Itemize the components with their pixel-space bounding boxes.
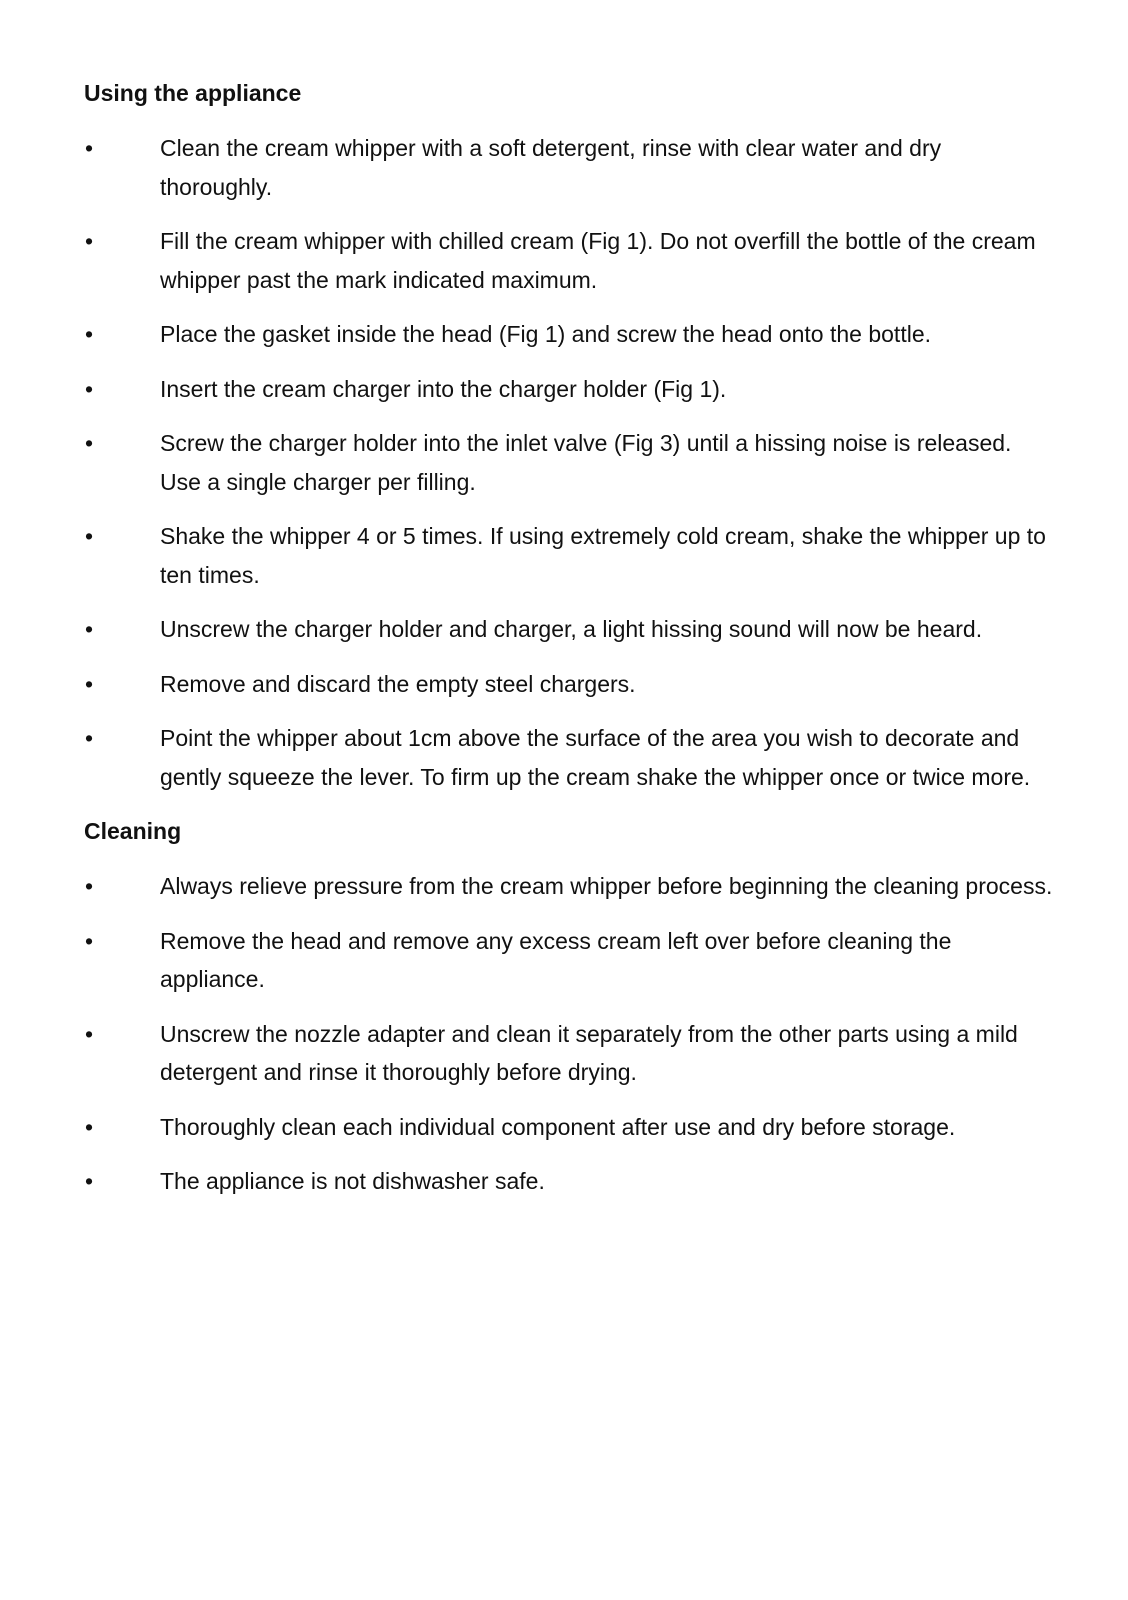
instruction-list-using [84, 129, 1054, 796]
list-item-text: Clean the cream whipper with a soft detergent, rinse with clear water and dry thoroughly. [160, 135, 942, 200]
list-item-text: Shake the whipper 4 or 5 times. If using extremely cold cream, shake the whipper up to ten times. [160, 523, 1046, 588]
bullet-icon: • [85, 430, 94, 456]
bullet-icon: • [85, 1020, 94, 1047]
list-item-text: Screw the charger holder into the inlet valve (Fig 3) until a hissing noise is released. Use a single charger per filling. [160, 430, 1012, 495]
list-item-text: Unscrew the nozzle adapter and clean it separately from the other parts using a mild detergent and rinse it thoroughly before drying. [160, 1020, 1018, 1085]
list-item [84, 222, 1054, 299]
list-item [84, 1162, 1054, 1201]
bullet-icon: • [85, 927, 94, 954]
list-item-text: Always relieve pressure from the cream whipper before beginning the cleaning process. [160, 873, 1053, 899]
bullet-icon: • [85, 670, 94, 697]
list-item [84, 719, 1054, 796]
list-item-text: Fill the cream whipper with chilled cream (Fig 1). Do not overfill the bottle of the cream whipper past the mark indicated maximum. [160, 228, 1036, 293]
bullet-icon: • [85, 616, 94, 642]
section-heading-using: Using the appliance [84, 80, 302, 106]
list-item [84, 315, 1054, 354]
list-item-text: Insert the cream charger into the charger holder (Fig 1). [160, 375, 727, 402]
list-item-text: The appliance is not dishwasher safe. [160, 1168, 545, 1194]
bullet-icon: • [85, 523, 94, 549]
bullet-icon: • [85, 321, 94, 347]
instruction-list-cleaning [84, 867, 1054, 1201]
bullet-icon: • [85, 1168, 94, 1194]
section-heading-cleaning: Cleaning [84, 818, 182, 844]
list-item [84, 370, 1054, 409]
list-item-text: Thoroughly clean each individual component after use and dry before storage. [160, 1113, 956, 1140]
list-item [84, 1108, 1054, 1147]
list-item-text: Remove and discard the empty steel chargers. [160, 670, 636, 697]
bullet-icon: • [85, 1113, 94, 1140]
document-page [84, 74, 1054, 1217]
bullet-icon: • [85, 228, 94, 254]
list-item [84, 1015, 1054, 1092]
bullet-icon: • [85, 375, 94, 402]
list-item [84, 922, 1054, 999]
list-item [84, 610, 1054, 649]
list-item-text: Point the whipper about 1cm above the surface of the area you wish to decorate and gently squeeze the lever. To firm up the cream shake the whipper once or twice more. [160, 725, 1031, 790]
list-item [84, 424, 1054, 501]
list-item-text: Unscrew the charger holder and charger, a light hissing sound will now be heard. [160, 616, 983, 642]
list-item [84, 867, 1054, 906]
bullet-icon: • [85, 725, 94, 751]
list-item [84, 517, 1054, 594]
list-item-text: Remove the head and remove any excess cream left over before cleaning the appliance. [160, 927, 952, 992]
list-item [84, 665, 1054, 704]
bullet-icon: • [85, 135, 94, 161]
bullet-icon: • [85, 873, 94, 899]
list-item-text: Place the gasket inside the head (Fig 1) and screw the head onto the bottle. [160, 321, 931, 347]
list-item [84, 129, 1054, 206]
